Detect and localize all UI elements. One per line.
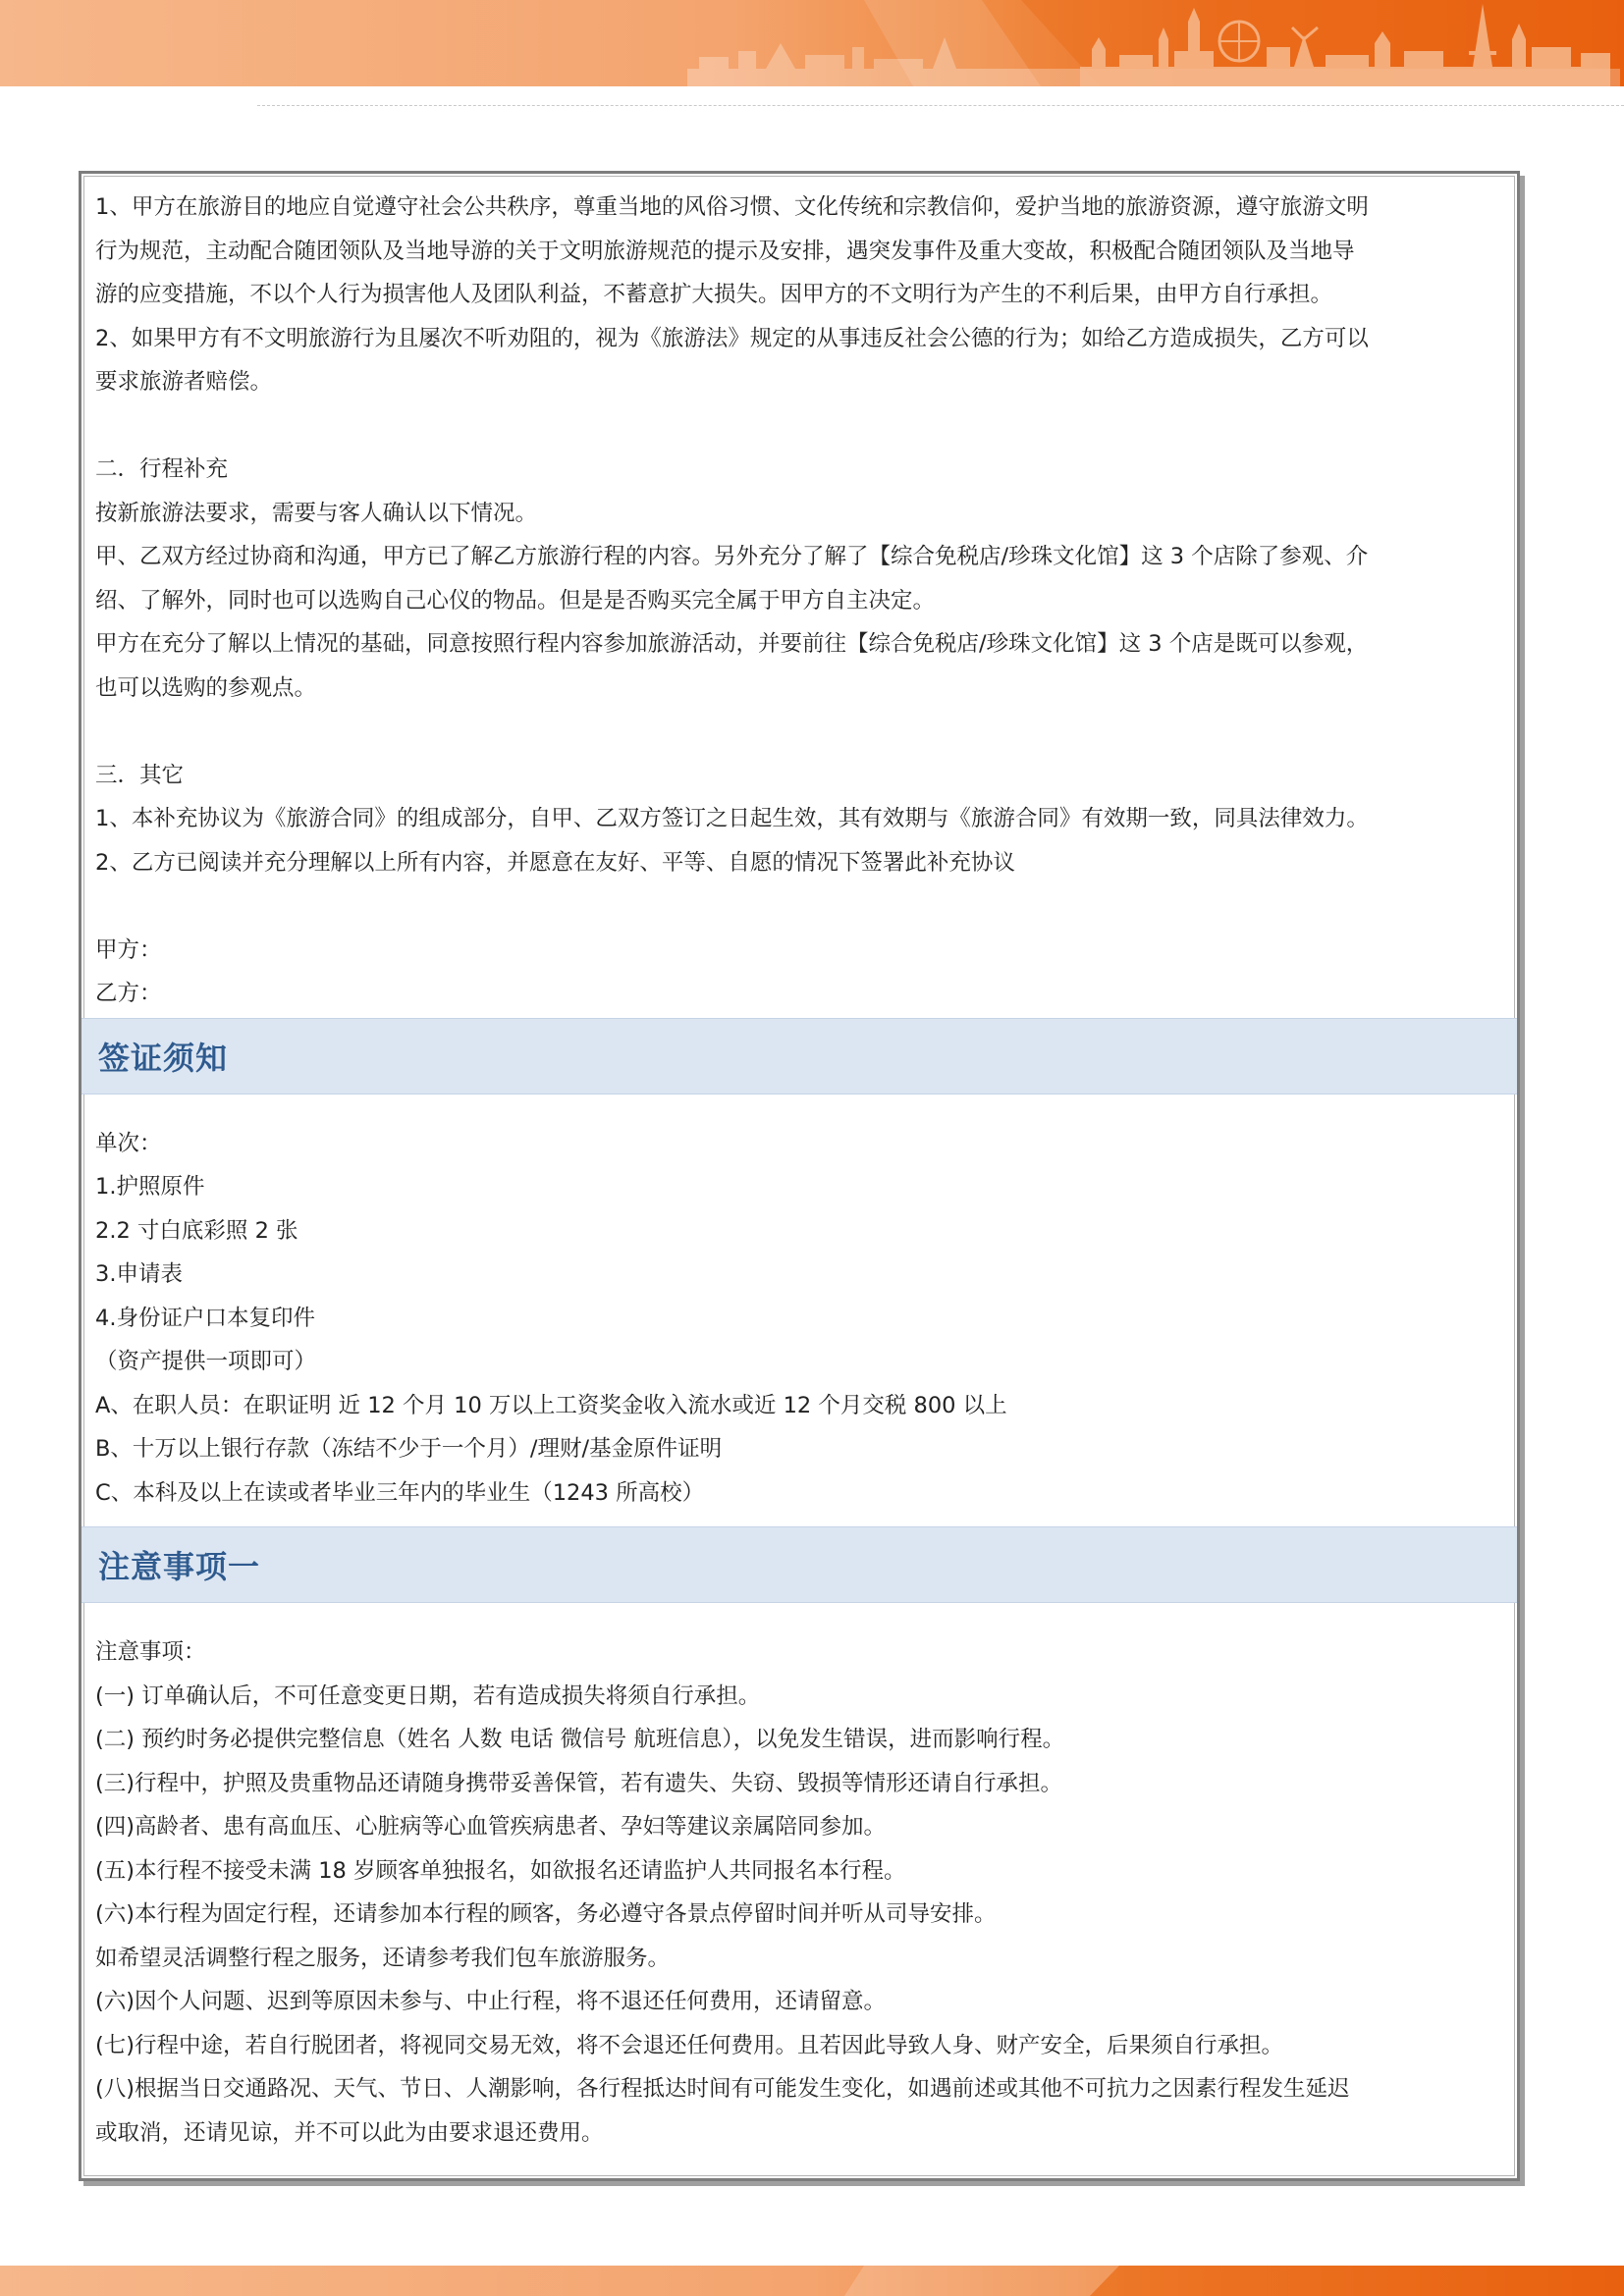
civility-line: 要求旅游者赔偿。 — [95, 369, 273, 395]
civility-line: 行为规范，主动配合随团领队及当地导游的关于文明旅游规范的提示及安排，遇突发事件及重大变故，积极配合随团领队及当地导 — [95, 238, 1355, 264]
notice-line: (三)行程中，护照及贵重物品还请随身携带妥善保管，若有遗失、失窃、毁损等情形还请自行承担。 — [95, 1770, 1063, 1796]
footer-stripe-icon — [0, 2266, 1624, 2296]
visa-section-title: 签证须知 — [98, 1039, 229, 1077]
section3-line: 1、本补充协议为《旅游合同》的组成部分，自甲、乙双方签订之日起生效，其有效期与《旅游合同》有效期一致，同具法律效力。 — [95, 806, 1369, 831]
notice-line: (八)根据当日交通路况、天气、节日、人潮影响，各行程抵达时间有可能发生变化，如遇前述或其他不可抗力之因素行程发生延迟 — [95, 2076, 1350, 2102]
visa-line: 单次： — [95, 1130, 162, 1156]
header-banner — [0, 0, 1624, 86]
civility-line: 游的应变措施，不以个人行为损害他人及团队利益，不蓄意扩大损失。因甲方的不文明行为产生的不利后果，由甲方自行承担。 — [95, 282, 1333, 307]
visa-line: 1.护照原件 — [95, 1174, 205, 1200]
notice-line: (一) 订单确认后，不可任意变更日期，若有造成损失将须自行承担。 — [95, 1682, 761, 1709]
notice-line: (五)本行程不接受未满 18 岁顾客单独报名，如欲报名还请监护人共同报名本行程。 — [95, 1857, 906, 1884]
visa-line: 2.2 寸白底彩照 2 张 — [95, 1217, 298, 1244]
visa-line: 4.身份证户口本复印件 — [95, 1305, 315, 1331]
party-b-label: 乙方： — [95, 981, 162, 1006]
visa-line: （资产提供一项即可） — [95, 1349, 317, 1374]
section2-line: 也可以选购的参观点。 — [95, 674, 317, 701]
spacer — [95, 404, 1505, 449]
civility-line: 2、如果甲方有不文明旅游行为且屡次不听劝阻的，视为《旅游法》规定的从事违反社会公德的行为；如给乙方造成损失，乙方可以 — [95, 325, 1369, 351]
visa-line: A、在职人员：在职证明 近 12 个月 10 万以上工资奖金收入流水或近 12 个月交税 800 以上 — [95, 1392, 1007, 1418]
section3-line: 2、乙方已阅读并充分理解以上所有内容，并愿意在友好、平等、自愿的情况下签署此补充协议 — [95, 849, 1015, 876]
spacer — [95, 1603, 1505, 1630]
section2-line: 按新旅游法要求，需要与客人确认以下情况。 — [95, 500, 538, 526]
notice-line: (二) 预约时务必提供完整信息（姓名 人数 电话 微信号 航班信息），以免发生错误，进而影响行程。 — [95, 1727, 1065, 1752]
notice-section-header — [81, 1526, 1517, 1603]
notice-line: 或取消，还请见谅，并不可以此为由要求退还费用。 — [95, 2119, 604, 2146]
section2-line: 甲、乙双方经过协商和沟通，甲方已了解乙方旅游行程的内容。另外充分了解了【综合免税店/珍珠文化馆】这 3 个店除了参观、介 — [95, 544, 1369, 569]
notice-line: (六)因个人问题、迟到等原因未参与、中止行程，将不退还任何费用，还请留意。 — [95, 1989, 887, 2014]
notice-line: 注意事项： — [95, 1639, 206, 1665]
notice-section-title: 注意事项一 — [98, 1548, 261, 1585]
spacer — [95, 1095, 1505, 1122]
party-a-label: 甲方： — [95, 936, 162, 963]
section3-title: 三．其它 — [95, 762, 185, 788]
visa-line: B、十万以上银行存款（冻结不少于一个月）/理财/基金原件证明 — [95, 1436, 723, 1462]
section2-line: 绍、了解外，同时也可以选购自己心仪的物品。但是是否购买完全属于甲方自主决定。 — [95, 587, 936, 614]
document-frame — [79, 171, 1520, 2181]
visa-line: C、本科及以上在读或者毕业三年内的毕业生（1243 所高校） — [95, 1479, 705, 1506]
city-skyline-icon — [0, 0, 1624, 86]
visa-section-header — [81, 1018, 1517, 1095]
document-content — [95, 186, 1505, 2155]
notice-line: 如希望灵活调整行程之服务，还请参考我们包车旅游服务。 — [95, 1945, 671, 1971]
spacer — [95, 710, 1505, 754]
section2-line: 甲方在充分了解以上情况的基础，同意按照行程内容参加旅游活动，并要前往【综合免税店/珍珠文化馆】这 3 个店是既可以参观， — [95, 631, 1369, 657]
visa-line: 3.申请表 — [95, 1261, 183, 1287]
notice-line: (四)高龄者、患有高血压、心脏病等心血管疾病患者、孕妇等建议亲属陪同参加。 — [95, 1814, 887, 1840]
notice-line: (七)行程中途，若自行脱团者，将视同交易无效，将不会退还任何费用。且若因此导致人身、财产安全，后果须自行承担。 — [95, 2032, 1284, 2058]
spacer — [95, 884, 1505, 929]
header-divider — [257, 105, 1624, 106]
civility-line: 1、甲方在旅游目的地应自觉遵守社会公共秩序，尊重当地的风俗习惯、文化传统和宗教信仰，爱护当地的旅游资源，遵守旅游文明 — [95, 194, 1369, 220]
notice-line: (六)本行程为固定行程，还请参加本行程的顾客，务必遵守各景点停留时间并听从司导安排。 — [95, 1901, 997, 1927]
footer-banner — [0, 2266, 1624, 2296]
spacer — [95, 1515, 1505, 1526]
section2-title: 二．行程补充 — [95, 456, 229, 482]
